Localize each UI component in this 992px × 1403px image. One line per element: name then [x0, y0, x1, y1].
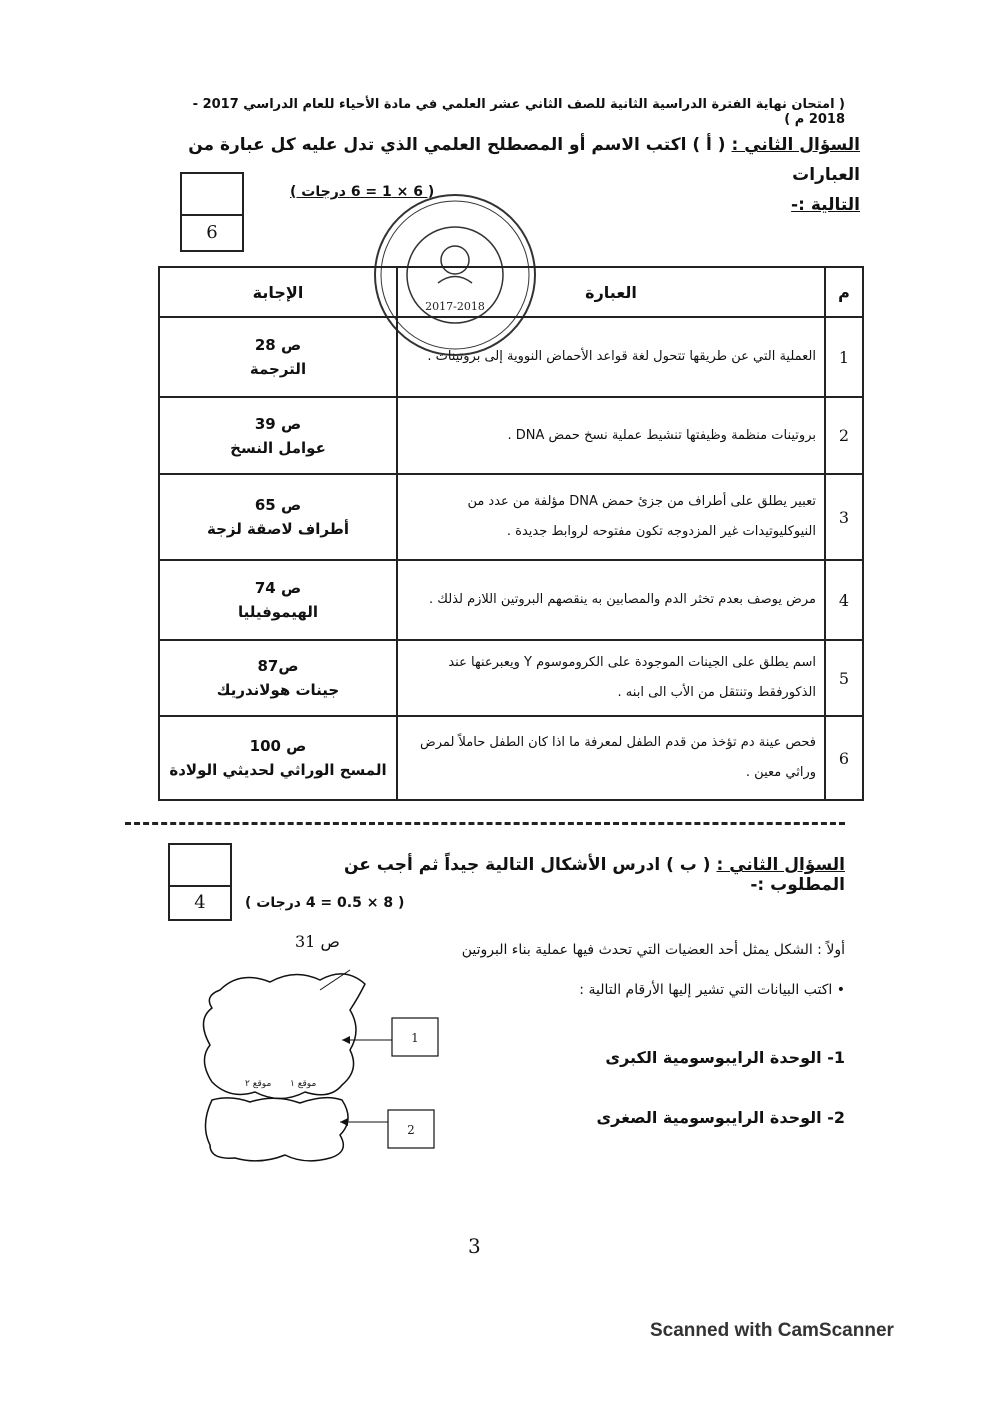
row-answer — [159, 317, 397, 397]
part-one-page-ref: ص 31 — [295, 932, 340, 951]
part-one-label: أولاً : الشكل يمثل أحد العضيات التي تحدث فيها عملية بناء البروتين — [461, 942, 845, 958]
row-answer-text: الهيموفيليا — [237, 603, 319, 621]
row-answer — [159, 640, 397, 716]
row-answer — [159, 560, 397, 640]
score-box-b-empty — [168, 843, 232, 887]
small-subunit-shape — [205, 1098, 348, 1161]
row-num: 3 — [825, 474, 863, 560]
row-page-ref: ص 65 — [254, 496, 302, 514]
question-a-lead: السؤال الثاني : — [731, 135, 860, 155]
row-answer — [159, 397, 397, 474]
row-statement: فحص عينة دم تؤخذ من قدم الطفل لمعرفة ما اذا كان الطفل حاملاً لمرض وراثي معين . — [397, 716, 825, 800]
site-1-label: موقع ١ — [290, 1079, 317, 1089]
header-answer: الإجابة — [159, 267, 397, 317]
instruction: • اكتب البيانات التي تشير إليها الأرقام التالية : — [579, 982, 845, 998]
row-statement: تعبير يطلق على أطراف من جزئ حمض DNA مؤلفة من عدد من النيوكليوتيدات غير المزدوجه تكون مفتوحه لروابط جديدة . — [397, 474, 825, 560]
score-box-b: 4 — [168, 885, 232, 921]
row-statement: مرض يوصف بعدم تخثر الدم والمصابين به ينقصهم البروتين اللازم لذلك . — [397, 560, 825, 640]
table-row — [159, 474, 863, 560]
row-page-ref: ص 100 — [249, 737, 307, 755]
row-page-ref: ص 28 — [254, 336, 302, 354]
stamp-year: 2017-2018 — [425, 300, 485, 313]
row-statement: العملية التي عن طريقها تتحول لغة قواعد الأحماض النووية إلى بروتينات . — [397, 317, 825, 397]
row-num: 6 — [825, 716, 863, 800]
table-row — [159, 317, 863, 397]
row-page-ref: ص87 — [257, 657, 299, 675]
table-row — [159, 397, 863, 474]
row-num: 1 — [825, 317, 863, 397]
question-b-text: ( ب ) ادرس الأشكال التالية جيداً ثم أجب عن المطلوب :- — [343, 855, 845, 895]
question-a-marks: ( 6 × 1 = 6 درجات ) — [290, 184, 435, 200]
question-a-text: ( أ ) اكتب الاسم أو المصطلح العلمي الذي تدل عليه كل عبارة من العبارات — [188, 135, 860, 185]
table-row — [159, 716, 863, 800]
header-num: م — [825, 267, 863, 317]
row-num: 5 — [825, 640, 863, 716]
table-row — [159, 640, 863, 716]
exam-header: ( امتحان نهاية الفترة الدراسية الثانية للصف الثاني عشر العلمي في مادة الأحياء للعام الدراسي 2017 - 2018 م ) — [192, 97, 845, 127]
score-box-a: 6 — [180, 214, 244, 252]
large-subunit-shape — [203, 974, 365, 1099]
row-answer-text: الترجمة — [249, 360, 307, 378]
site-2-label: موقع ٢ — [245, 1079, 272, 1089]
row-answer-text: المسح الوراثي لحديثي الولادة — [169, 761, 387, 779]
answer-2: 2- الوحدة الرايبوسومية الصغرى — [596, 1108, 845, 1127]
header-statement: العبارة — [397, 267, 825, 317]
answer-1: 1- الوحدة الرايبوسومية الكبرى — [605, 1048, 845, 1067]
row-page-ref: ص 39 — [254, 414, 302, 433]
question-b-lead: السؤال الثاني : — [716, 855, 845, 875]
question-b-marks: ( 8 × 0.5 = 4 درجات ) — [245, 895, 405, 911]
row-answer-text: عوامل النسخ — [230, 438, 326, 457]
table-header-row — [159, 267, 863, 317]
label-box-2-text: 2 — [407, 1123, 415, 1137]
row-answer-text: أطراف لاصقة لزجة — [206, 520, 350, 538]
row-answer — [159, 474, 397, 560]
scanner-watermark: Scanned with CamScanner — [650, 1320, 894, 1341]
answers-table — [158, 266, 864, 801]
row-page-ref: ص 74 — [254, 579, 302, 597]
row-answer — [159, 716, 397, 800]
table-row — [159, 560, 863, 640]
row-statement: اسم يطلق على الجينات الموجودة على الكروموسوم Y ويعبرعنها عند الذكورفقط وتنتقل من الأب الى ابنه . — [397, 640, 825, 716]
page-number: 3 — [468, 1234, 481, 1258]
row-statement: بروتينات منظمة وظيفتها تنشيط عملية نسخ حمض DNA . — [397, 397, 825, 474]
score-box-a-empty — [180, 172, 244, 216]
ribosome-diagram — [190, 960, 450, 1170]
question-a-continuation: التالية :- — [791, 195, 860, 215]
row-answer-text: جينات هولاندريك — [216, 681, 340, 699]
section-divider — [125, 822, 845, 825]
question-b-title — [300, 855, 845, 895]
label-box-1-text: 1 — [411, 1031, 419, 1045]
row-num: 2 — [825, 397, 863, 474]
row-num: 4 — [825, 560, 863, 640]
